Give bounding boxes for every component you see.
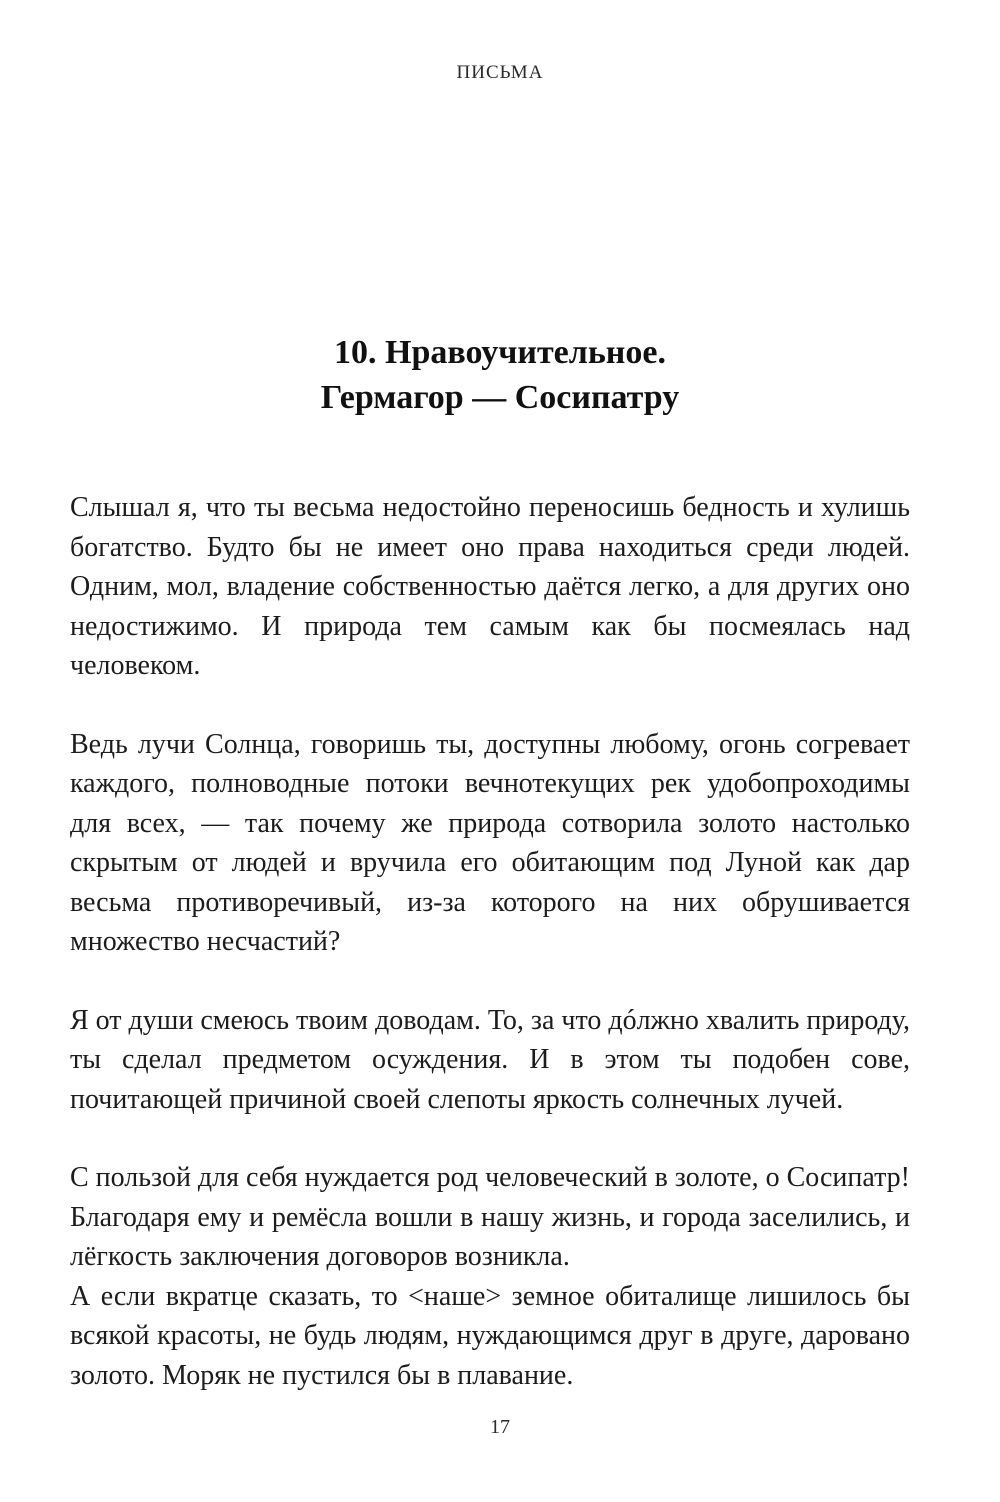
paragraph-5: А если вкратце сказать, то <наше> земное обиталище лишилось бы всякой красоты, не будь людям, нуждающимся друг в друге, даровано золото. Моряк не пустился бы в плавание. bbox=[70, 1280, 910, 1391]
chapter-title bbox=[0, 330, 1000, 420]
paragraph-4: С пользой для себя нуждается род человеческий в золоте, о Сосипатр! Благодаря ему и ремёсла вошли в нашу жизнь, и города заселились, и лёгкость заключения договоров возникла. bbox=[70, 1162, 910, 1272]
chapter-title-line-1: 10. Нравоучительное. bbox=[334, 334, 666, 371]
paragraph-3: Я от души смеюсь твоим доводам. То, за что дóлжно хвалить природу, ты сделал предметом осуждения. И в этом ты подобен сове, почитающей причиной своей слепоты яркость солнечных лучей. bbox=[70, 1004, 910, 1115]
body-text bbox=[70, 488, 910, 1395]
paragraph-1: Слышал я, что ты весьма недостойно переносишь бедность и хулишь богатство. Будто бы не имеет оно права находиться среди людей. Одним, мол, владение собственностью даётся легко, а для других оно недостижимо. И природа тем самым как бы посмеялась над человеком. bbox=[70, 492, 910, 681]
paragraph-2: Ведь лучи Солнца, говоришь ты, доступны любому, огонь согревает каждого, полноводные потоки вечнотекущих рек удобопроходимы для всех, — так почему же природа сотворила золото настолько скрытым от людей и вручила его обитающим под Луной как дар весьма противоречивый, из-за которого на них обрушивается множество несчастий? bbox=[70, 728, 910, 957]
running-head: ПИСЬМА bbox=[456, 62, 544, 83]
page-number: 17 bbox=[490, 1416, 510, 1438]
chapter-title-line-2: Гермагор — Сосипатру bbox=[320, 379, 680, 416]
